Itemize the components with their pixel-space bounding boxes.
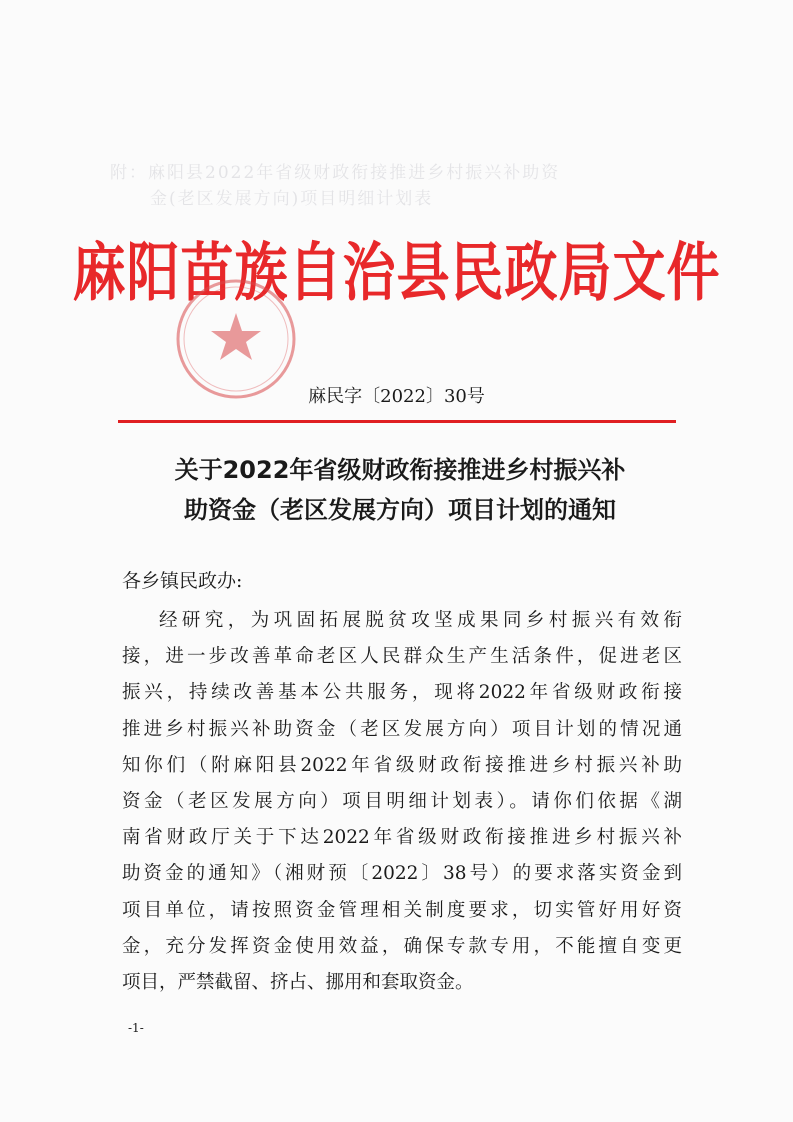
bleed-line-2: 金(老区发展方向)项目明细计划表 [150, 189, 434, 209]
body-line: 推进乡村振兴补助资金（老区发展方向）项目计划的情况通 [122, 718, 682, 740]
notice-title [110, 450, 690, 530]
page-number: -1- [128, 1021, 144, 1035]
notice-title-line-1: 关于2022年省级财政衔接推进乡村振兴补 [174, 456, 626, 484]
red-divider-line [118, 420, 676, 423]
notice-title-line-2: 助资金（老区发展方向）项目计划的通知 [184, 496, 616, 524]
body-line: 项目，严禁截留、挤占、挪用和套取资金。 [122, 971, 474, 993]
body-text [122, 603, 682, 1001]
body-line: 资金（老区发展方向）项目明细计划表）。请你们依据《湖 [122, 790, 682, 812]
official-seal-stamp [172, 275, 300, 403]
body-line: 知你们（附麻阳县2022年省级财政衔接推进乡村振兴补助 [122, 754, 682, 776]
bleed-through-text [110, 160, 650, 220]
body-line: 助资金的通知》（湘财预〔2022〕38号）的要求落实资金到 [122, 863, 682, 885]
seal-star-icon [211, 313, 261, 360]
body-line: 南省财政厅关于下达2022年省级财政衔接推进乡村振兴补 [122, 827, 682, 849]
body-line: 振兴，持续改善基本公共服务，现将2022年省级财政衔接 [122, 682, 682, 704]
salutation: 各乡镇民政办: [122, 570, 243, 592]
body-line: 经研究，为巩固拓展脱贫攻坚成果同乡村振兴有效衔 [159, 610, 682, 631]
bleed-line-1: 附：麻阳县2022年省级财政衔接推进乡村振兴补助资 [110, 163, 561, 183]
body-line: 接，进一步改善革命老区人民群众生产生活条件，促进老区 [122, 646, 682, 668]
body-line: 金，充分发挥资金使用效益，确保专款专用，不能擅自变更 [122, 935, 682, 957]
masthead-title: 麻阳苗族自治县民政局文件 [72, 236, 721, 310]
body-line: 项目单位，请按照资金管理相关制度要求，切实管好用好资 [122, 899, 682, 921]
document-number: 麻民字〔2022〕30号 [308, 386, 485, 407]
